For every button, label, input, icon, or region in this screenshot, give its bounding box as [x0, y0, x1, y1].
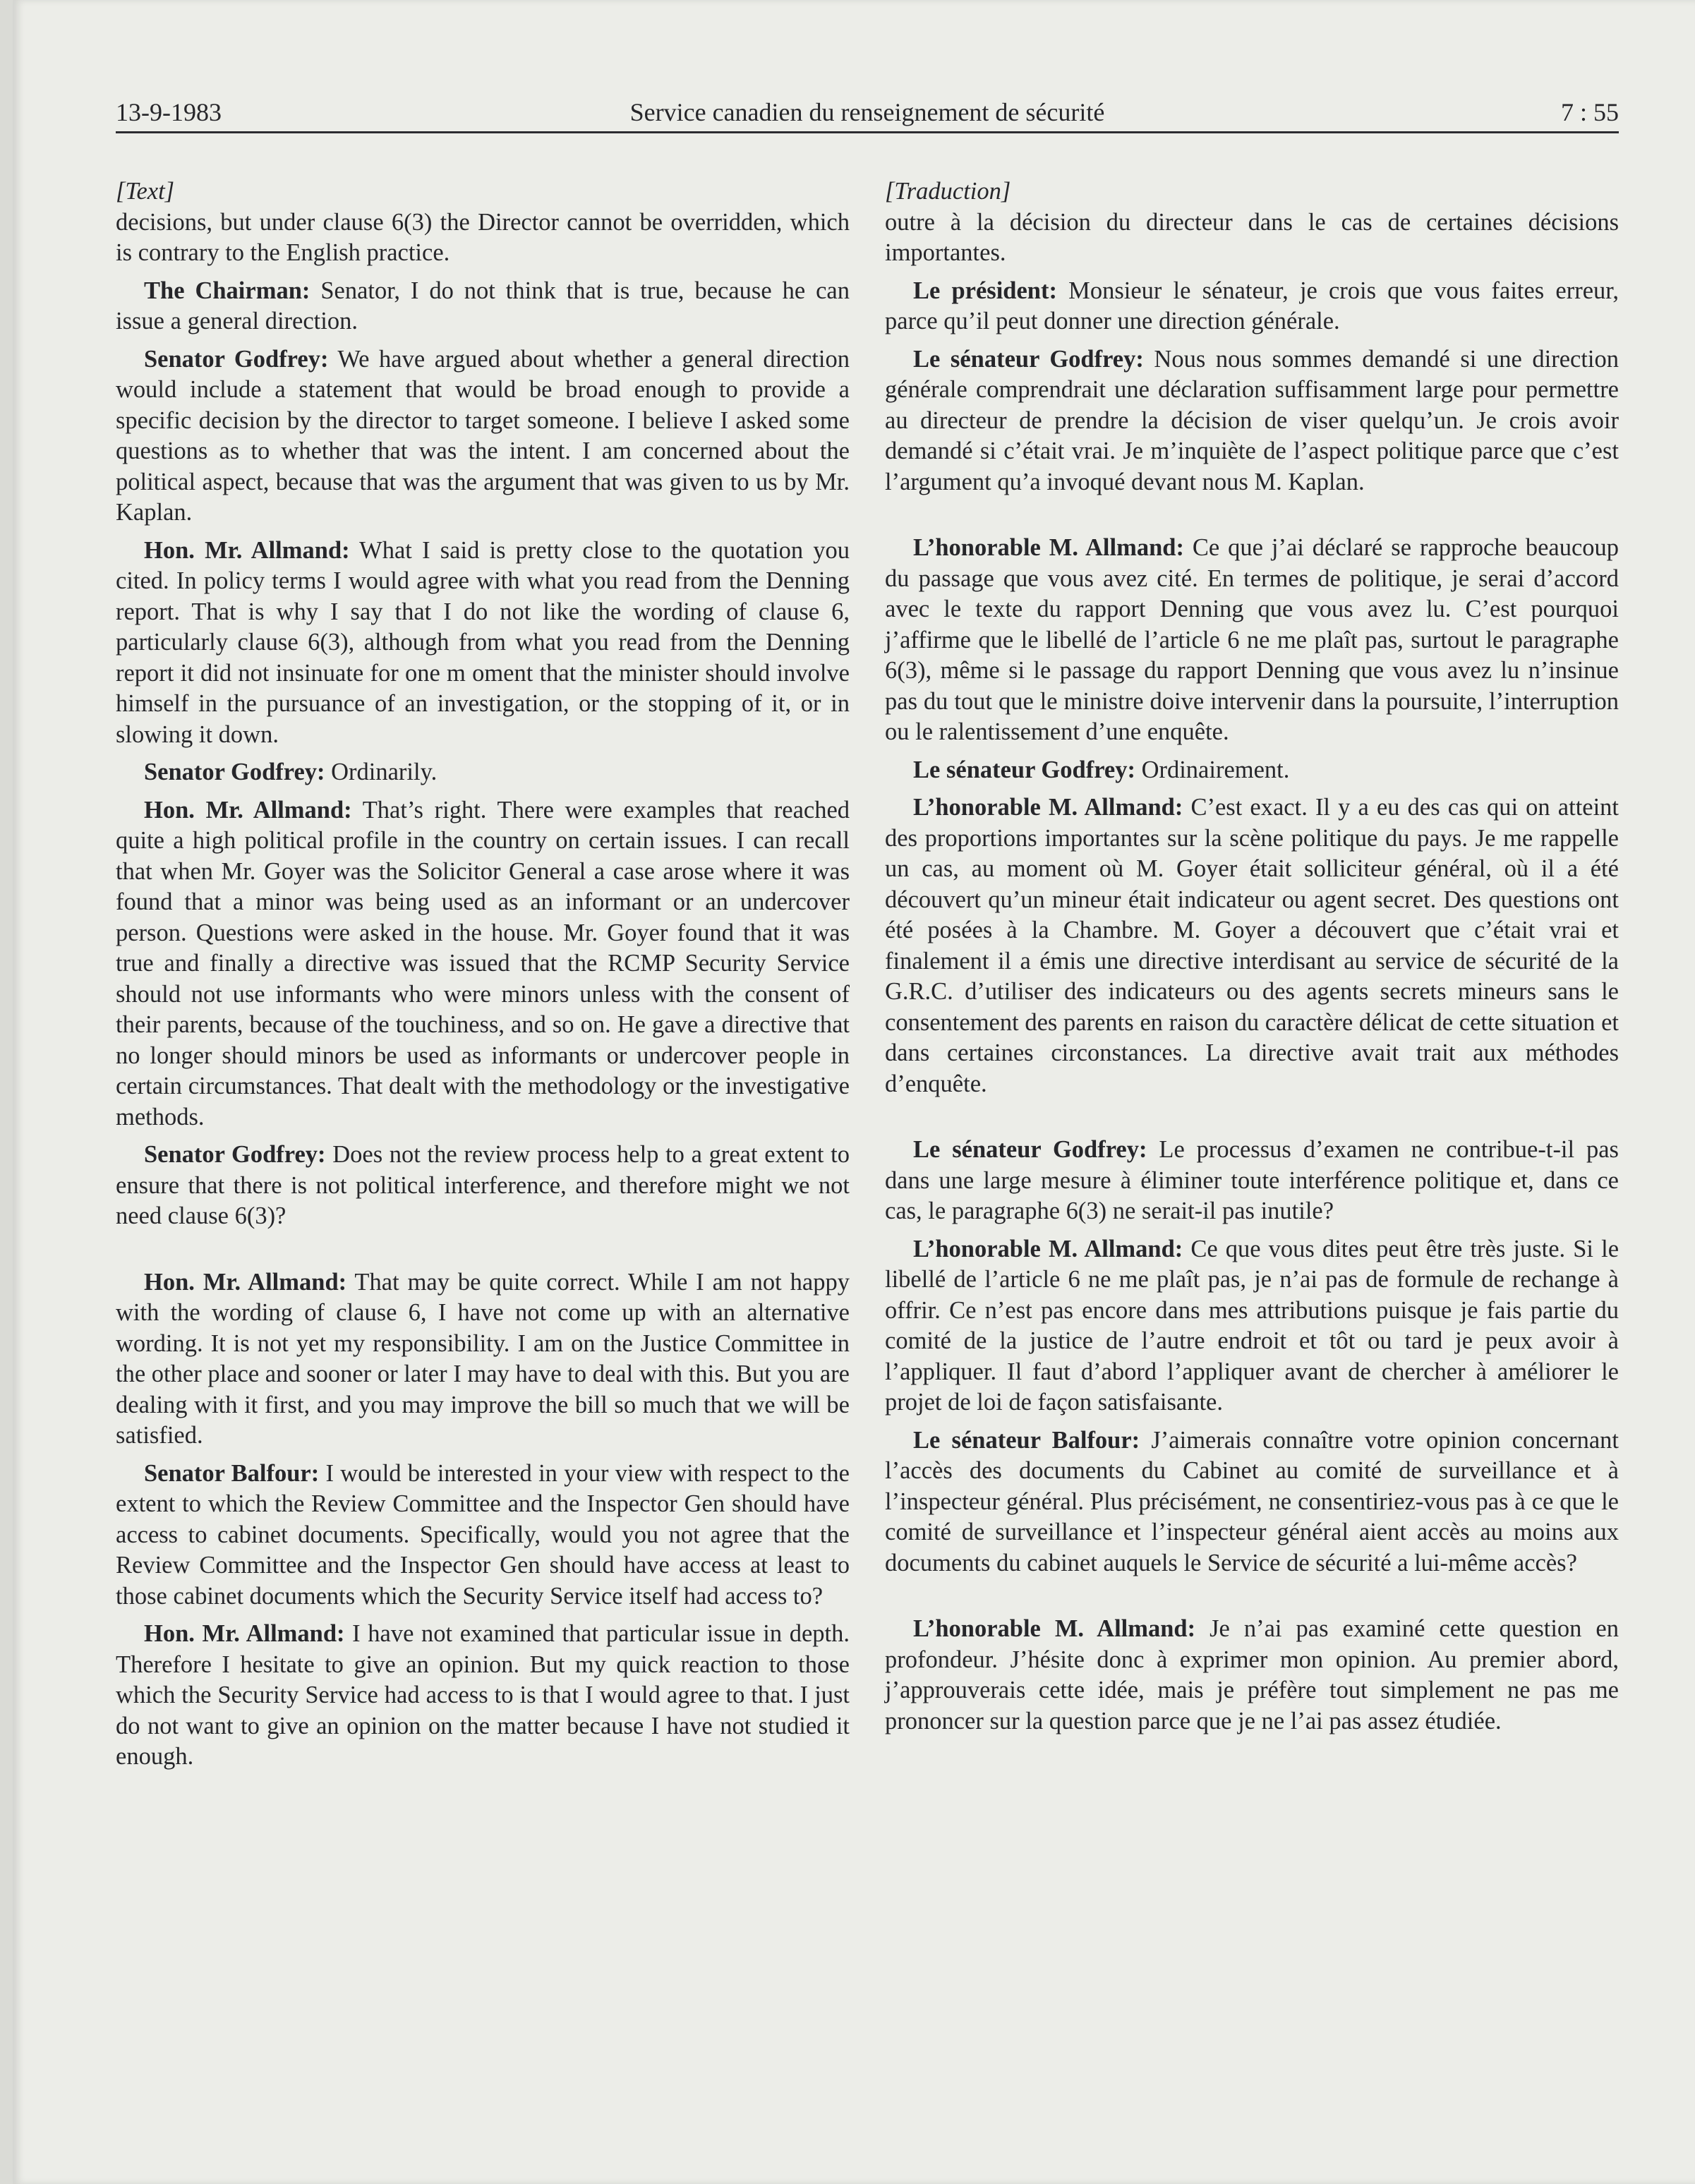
speech-text: Monsieur le sénateur, je crois que vous faites erreur, parce qu’il peut donner une direction générale.: [885, 277, 1619, 334]
speech-text: Ce que j’ai déclaré se rapproche beaucoup du passage que vous avez cité. En termes de politique, je serai d’accord avec le texte du rapport Denning que vous avez lu. C’est pourquoi j’affirme que le libellé de l’article 6 ne me plaît pas, surtout le paragraphe 6(3), même si le passage du rapport Denning que vous avez lu n’insinue pas du tout que le ministre doive intervenir dans la poursuite, l’interruption ou le ralentissement d’une enquête.: [885, 534, 1619, 745]
speech-paragraph: [885, 1425, 1619, 1579]
speaker-name: Le sénateur Godfrey:: [913, 1136, 1147, 1163]
speech-text: Ordinarily.: [325, 759, 438, 785]
speaker-name: Senator Godfrey:: [144, 345, 329, 373]
speaker-name: L’honorable M. Allmand:: [913, 794, 1183, 821]
speech-paragraph: [116, 1459, 850, 1612]
speaker-name: Senator Balfour:: [144, 1459, 320, 1487]
speech-text: Nous nous sommes demandé si une direction générale comprendrait une déclaration suffisamment large pour permettre au directeur de prendre la décision de viser quelqu’un. Je crois avoir demandé si c’était vrai. Je m’inquiète de l’aspect politique parce que c’est l’argument qu’a invoqué devant nous M. Kaplan.: [885, 345, 1619, 495]
speaker-name: Le sénateur Balfour:: [913, 1426, 1140, 1454]
speech-text: J’aimerais connaître votre opinion concernant l’accès des documents du Cabinet au comité de surveillance et à l’inspecteur général. Plus précisément, ne consentiriez-vous pas à ce que le comité de surveillance et l’inspecteur général aient accès au moins aux documents du cabinet auquels le Service de sécurité a lui-même accès?: [885, 1426, 1619, 1576]
speech-paragraph: [116, 757, 850, 788]
speaker-name: Hon. Mr. Allmand:: [144, 796, 352, 823]
speech-text: Ordinairement.: [1135, 756, 1290, 783]
speech-text: That may be quite correct. While I am not happy with the wording of clause 6, I have not come up with an alternative wording. It is not yet my responsibility. I am on the Justice Committee in the other place and sooner or later I may have to deal with this. But you are dealing with it first, and you may improve the bill so much that we will be satisfied.: [116, 1268, 850, 1449]
speech-text: Je n’ai pas examiné cette question en profondeur. J’hésite donc à exprimer mon opinion. Au premier abord, j’approuverais cette idée, mais je préfère tout simplement ne pas me prononcer sur la question parce que je ne l’ai pas assez étudiée.: [885, 1615, 1619, 1734]
speech-text: That’s right. There were examples that reached quite a high political profile in the country on certain issues. I can recall that when Mr. Goyer was the Solicitor General a case arose where it was found that a minor was being used as an informant or an undercover person. Questions were asked in the house. Mr. Goyer found that it was true and finally a directive was issued that the RCMP Security Service should not use informants who were minors unless with the consent of their parents, because of the touchiness, and so on. He gave a directive that no longer should minors be used as informants or undercover people in certain circumstances. That dealt with the methodology or the investigative methods.: [116, 796, 850, 1130]
speech-paragraph: [885, 1614, 1619, 1737]
speech-paragraph: [885, 792, 1619, 1099]
speaker-name: The Chairman:: [144, 277, 310, 304]
speech-paragraph: [116, 1140, 850, 1232]
translation-marker: [Traduction]: [885, 178, 1011, 205]
speech-paragraph: [885, 276, 1619, 337]
speaker-name: Le sénateur Godfrey:: [913, 345, 1144, 373]
continuation-paragraph: outre à la décision du directeur dans le cas de certaines décisions importantes.: [885, 208, 1619, 266]
speech-text: What I said is pretty close to the quotation you cited. In policy terms I would agree with what you read from the Denning report. That is why I say that I do not like the wording of clause 6, particularly clause 6(3), although from what you read from the Denning report it did not insinuate for one m oment that the minister should involve himself in the pursuance of an investigation, or the stopping of it, or in slowing it down.: [116, 536, 850, 748]
running-header: [116, 92, 1619, 133]
speech-paragraph: [116, 795, 850, 1133]
speaker-name: L’honorable M. Allmand:: [913, 1235, 1183, 1262]
speech-paragraph: [885, 344, 1619, 498]
speech-text: I have not examined that particular issue in depth. Therefore I hesitate to give an opinion. But my quick reaction to those which the Security Service had access to is that I would agree to that. I just do not want to give an opinion on the matter because I have not studied it enough.: [116, 1620, 850, 1770]
speech-paragraph: [885, 1135, 1619, 1227]
speech-text: Ce que vous dites peut être très juste. Si le libellé de l’article 6 ne me plaît pas, je n’ai pas de formule de rechange à offrir. Ce n’est pas encore dans mes attributions puisque je fais partie du comité de la justice de l’autre endroit et tôt ou tard je peux avoir à l’appliquer. Il faut d’abord l’appliquer avant de chercher à améliorer le projet de loi de façon satisfaisante.: [885, 1235, 1619, 1416]
speech-text: We have argued about whether a general direction would include a statement that would be broad enough to provide a specific decision by the director to target someone. I believe I asked some questions as to whether that was the intent. I am concerned about the political aspect, because that was the argument that was given to us by Mr. Kaplan.: [116, 345, 850, 526]
header-date: 13-9-1983: [116, 98, 222, 126]
speaker-name: Le sénateur Godfrey:: [913, 756, 1135, 783]
continuation-paragraph: decisions, but under clause 6(3) the Director cannot be overridden, which is contrary to the English practice.: [116, 208, 850, 266]
speech-paragraph: [885, 1234, 1619, 1418]
speaker-name: L’honorable M. Allmand:: [913, 1615, 1196, 1642]
text-marker: [Text]: [116, 178, 175, 205]
speech-paragraph: [885, 533, 1619, 748]
speech-paragraph: [116, 1619, 850, 1773]
speech-text: I would be interested in your view with respect to the extent to which the Review Committee and the Inspector Gen should have access to cabinet documents. Specifically, would you not agree that the Review Committee and the Inspector Gen should have access at least to those cabinet documents which the Security Service itself had access to?: [116, 1459, 850, 1610]
speech-paragraph: [116, 1267, 850, 1452]
document-page: [13, 0, 1695, 2184]
speech-text: C’est exact. Il y a eu des cas qui on atteint des proportions importantes sur la scène politique du pays. Je me rappelle un cas, au moment où M. Goyer était solliciteur général, où il a été découvert qu’un mineur était indicateur ou agent secret. Des questions ont été posées à la Chambre. M. Goyer a découvert que c’était vrai et finalement il a émis une directive interdisant au service de sécurité de la G.R.C. d’utiliser des indicateurs ou des agents secrets mineurs sans le consentement des parents en raison du caractère délicat de cette situation et dans certaines circonstances. La directive avait trait aux méthodes d’enquête.: [885, 794, 1619, 1097]
speech-paragraph: [116, 344, 850, 529]
english-column: [116, 176, 850, 1780]
speaker-name: Le président:: [913, 277, 1057, 304]
speech-paragraph: [116, 276, 850, 337]
speaker-name: Hon. Mr. Allmand:: [144, 536, 350, 564]
speaker-name: Hon. Mr. Allmand:: [144, 1268, 347, 1296]
header-title: Service canadien du renseignement de sécurité: [629, 98, 1105, 126]
speaker-name: Senator Godfrey:: [144, 1141, 326, 1168]
speaker-name: Senator Godfrey:: [144, 759, 325, 785]
speech-text: Senator, I do not think that is true, because he can issue a general direction.: [116, 277, 850, 334]
french-column: [885, 176, 1619, 1744]
speech-paragraph: [885, 755, 1619, 786]
speaker-name: L’honorable M. Allmand:: [913, 534, 1184, 561]
speech-text: Does not the review process help to a great extent to ensure that there is not political interference, and therefore might we not need clause 6(3)?: [116, 1141, 850, 1229]
speech-paragraph: [116, 536, 850, 751]
speech-text: Le processus d’examen ne contribue-t-il pas dans une large mesure à éliminer toute interférence politique et, dans ce cas, le paragraphe 6(3) ne serait-il pas inutile?: [885, 1136, 1619, 1224]
header-page-number: 7 : 55: [1560, 98, 1619, 126]
speaker-name: Hon. Mr. Allmand:: [144, 1620, 345, 1647]
